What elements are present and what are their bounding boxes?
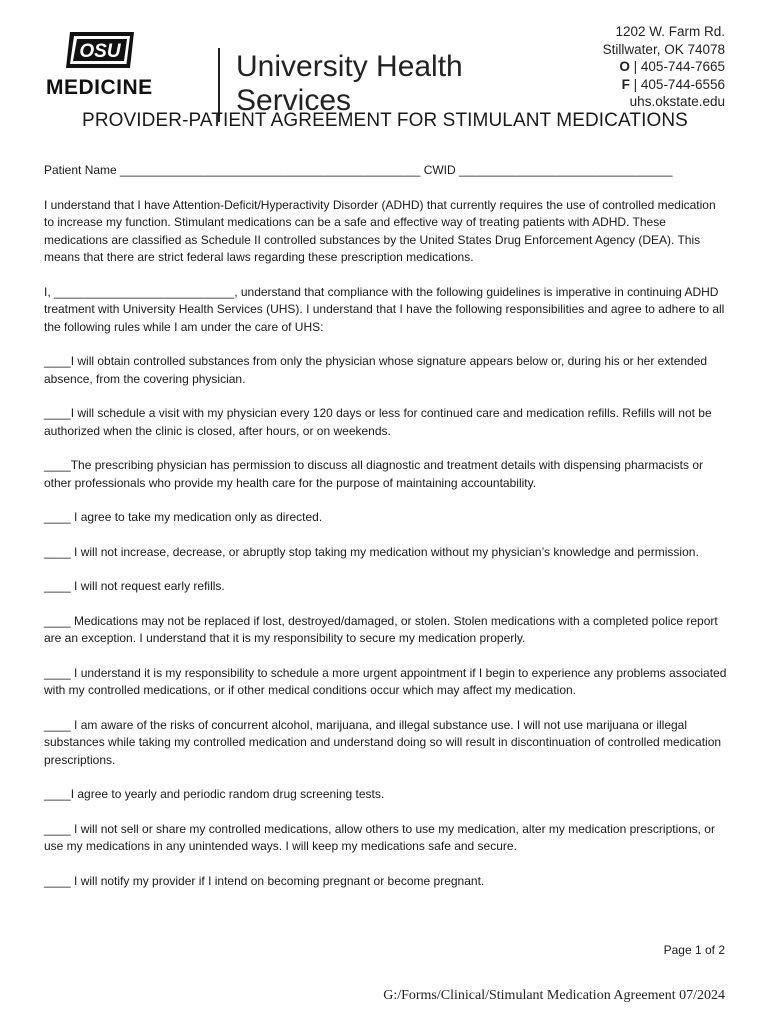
footer-path: G:/Forms/Clinical/Stimulant Medication Agreement 07/2024 [383,988,725,1003]
agreement-item: ____I agree to yearly and periodic random drug screening tests. [44,787,385,801]
contact-block [603,23,725,111]
agreement-item: ____ I will not request early refills. [44,579,225,593]
uhs-name-line1: University Health [236,50,463,83]
agreement-item: ____I will obtain controlled substances from only the physician whose signature appears below or, during his or her extended absence, from the covering physician. [44,354,708,386]
fax-label: F [621,76,630,92]
address-line2: Stillwater, OK 74078 [602,41,725,57]
agreement-item: ____ I will notify my provider if I intend on becoming pregnant or become pregnant. [44,873,485,888]
agreement-item: ____I will schedule a visit with my physician every 120 days or less for continued care and medication refills. Refills will not be authorized when the clinic is closed, after hours, or on weekends. [44,406,712,438]
agreement-body [44,162,728,907]
document-title: PROVIDER-PATIENT AGREEMENT FOR STIMULANT MEDICATIONS [82,110,688,131]
agreement-item: ____ I agree to take my medication only as directed. [44,510,323,524]
agreement-item: ____ I understand it is my responsibility to schedule a more urgent appointment if I begin to experience any problems associated with my controlled medications, or if other medical conditions occur which may affect my medication. [44,665,727,697]
uhs-name-line2: Services [236,84,352,117]
acknowledgement-paragraph: I, ___________________________, understand that compliance with the following guidelines is imperative in continuing ADHD treatment with University Health Services (UHS). I understand that I have the following responsibilities and agree to adhere to all the following rules while I am under the care of UHS: [44,284,725,334]
fax-number: | 405-744-6556 [633,76,725,92]
agreement-item: ____The prescribing physician has permission to discuss all diagnostic and treatment details with dispensing pharmacists or other professionals who provide my health care for the purpose of maintaining accountability. [44,458,704,490]
phone-label: O [619,59,630,74]
phone-number: | 405-744-7665 [633,59,725,74]
agreement-item: ____ I will not increase, decrease, or abruptly stop taking my medication without my physician’s knowledge and permission. [44,544,699,559]
website: uhs.okstate.edu [629,94,725,109]
patient-name-cwid-line: Patient Name _____________________________________________ CWID ________________________________ [44,163,673,177]
page-number: Page 1 of 2 [663,943,725,957]
logo-text: OSU [79,41,121,62]
agreement-item: ____ Medications may not be replaced if lost, destroyed/damaged, or stolen. Stolen medications with a completed police report are an exception. I understand that it is my responsibility to secure my medication properly. [44,613,718,645]
medicine-wordmark: MEDICINE [46,76,153,99]
address-line1: 1202 W. Farm Rd. [615,24,725,39]
agreement-item: ____ I will not sell or share my controlled medications, allow others to use my medication, alter my medication prescriptions, or use my medications in any unintended ways. I will keep my medications safe and secure. [44,821,715,853]
intro-paragraph: I understand that I have Attention-Deficit/Hyperactivity Disorder (ADHD) that currently requires the use of controlled medication to increase my function. Stimulant medications can be a safe and effective way of treating patients with ADHD. These medications are classified as Schedule II controlled substances by the United States Drug Enforcement Agency (DEA). This means that there are strict federal laws regarding these prescription medications. [44,197,716,264]
osu-logo-icon [64,30,136,70]
fax-line [603,76,725,94]
agreement-item: ____ I am aware of the risks of concurrent alcohol, marijuana, and illegal substance use. I will not use marijuana or illegal substances while taking my controlled medication and understand doing so will result in discontinuation of controlled medication prescriptions. [44,717,722,767]
phone-line [603,58,725,76]
